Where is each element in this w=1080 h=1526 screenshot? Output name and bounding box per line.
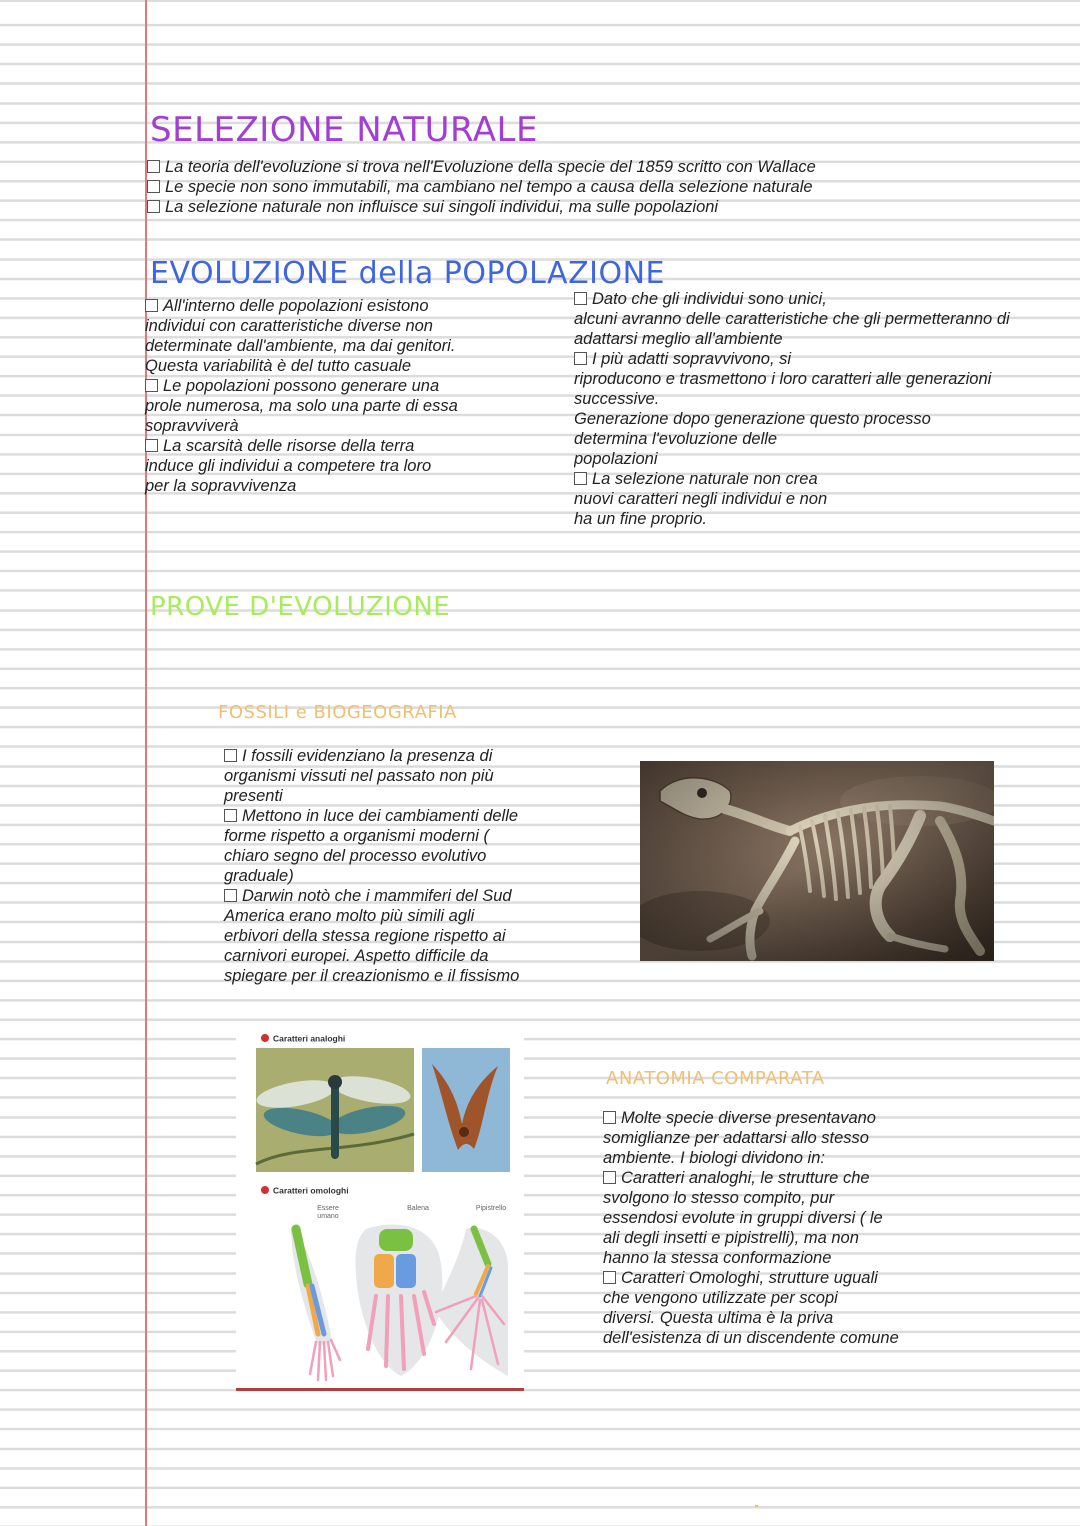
evoluzione-line: Questa variabilità è del tutto casuale (145, 357, 411, 375)
evoluzione-line: adattarsi meglio all'ambiente (574, 330, 783, 348)
anatomia-line: ali degli insetti e pipistrelli), ma non (603, 1229, 859, 1247)
evoluzione-line: successive. (574, 390, 660, 408)
evoluzione-line: ha un fine proprio. (574, 510, 708, 528)
evoluzione-line: All'interno delle popolazioni esistono (145, 296, 458, 316)
checkbox-square-icon (147, 200, 160, 213)
stray-mark (755, 1505, 758, 1507)
subtitle-fossili-biogeografia: FOSSILI e BIOGEOGRAFIA (218, 702, 457, 723)
fossili-line: America erano molto più simili agli (224, 907, 475, 925)
evoluzione-line: La scarsità delle risorse della terra (145, 436, 458, 456)
dragonfly-photo (255, 1048, 414, 1172)
anatomia-line: svolgono lo stesso compito, pur (603, 1189, 835, 1207)
fossili-line: organismi vissuti nel passato non più (224, 767, 494, 785)
bat-photo (422, 1048, 510, 1172)
anatomia-line: somiglianze per adattarsi allo stesso (603, 1129, 869, 1147)
checkbox-square-icon (145, 439, 158, 452)
evoluzione-line: riproducono e trasmettono i loro caratteri alle generazioni (574, 370, 992, 388)
label-essere: Essere (317, 1205, 339, 1212)
evoluzione-line: nuovi caratteri negli individui e non (574, 490, 828, 508)
evoluzione-left-block (145, 296, 458, 496)
figure-bullet-icon (261, 1034, 269, 1042)
checkbox-square-icon (574, 472, 587, 485)
label-pipistrello: Pipistrello (475, 1205, 507, 1212)
label-umano: umano (317, 1213, 339, 1220)
anatomia-line: che vengono utilizzate per scopi (603, 1289, 838, 1307)
fossili-line: I fossili evidenziano la presenza di (224, 746, 519, 766)
bat-wing-illustration (434, 1228, 508, 1376)
title-selezione-naturale: SELEZIONE NATURALE (150, 110, 538, 150)
fossili-line: graduale) (224, 867, 294, 885)
evoluzione-line: popolazioni (574, 450, 658, 468)
evoluzione-line: individui con caratteristiche diverse non (145, 317, 433, 335)
checkbox-square-icon (603, 1111, 616, 1124)
label-caratteri-analoghi: Caratteri analoghi (273, 1033, 346, 1044)
fossili-line: spiegare per il creazionismo e il fissismo (224, 967, 520, 985)
anatomia-line: essendosi evolute in gruppi diversi ( le (603, 1209, 883, 1227)
fossili-line: presenti (224, 787, 283, 805)
checkbox-square-icon (574, 352, 587, 365)
anatomia-line: hanno la stessa conformazione (603, 1249, 832, 1267)
selezione-text-block (147, 157, 816, 217)
anatomia-line: diversi. Questa ultima è la priva (603, 1309, 834, 1327)
fossili-line: carnivori europei. Aspetto difficile da (224, 947, 489, 965)
checkbox-square-icon (147, 160, 160, 173)
anatomia-line: Molte specie diverse presentavano (603, 1108, 899, 1128)
selezione-line: La selezione naturale non influisce sui singoli individui, ma sulle popolazioni (147, 197, 816, 217)
title-prove-evoluzione: PROVE D'EVOLUZIONE (150, 592, 451, 622)
evoluzione-line: Dato che gli individui sono unici, (574, 289, 1054, 309)
dinosaur-skeleton-photo (640, 761, 994, 961)
checkbox-square-icon (224, 749, 237, 762)
evoluzione-line: La selezione naturale non crea (574, 469, 1054, 489)
anatomia-line: ambiente. I biologi dividono in: (603, 1149, 825, 1167)
fossili-line: forme rispetto a organismi moderni ( (224, 827, 490, 845)
checkbox-square-icon (147, 180, 160, 193)
fossili-text-block (224, 746, 519, 986)
whale-flipper-illustration (355, 1225, 442, 1376)
anatomia-line: Caratteri analoghi, le strutture che (603, 1168, 899, 1188)
caratteri-figure (236, 1024, 524, 1390)
subtitle-anatomia-comparata: ANATOMIA COMPARATA (606, 1068, 825, 1089)
evoluzione-right-block (574, 289, 1054, 529)
checkbox-square-icon (603, 1171, 616, 1184)
selezione-line: Le specie non sono immutabili, ma cambiano nel tempo a causa della selezione naturale (147, 177, 816, 197)
fossili-line: Mettono in luce dei cambiamenti delle (224, 806, 519, 826)
checkbox-square-icon (603, 1271, 616, 1284)
evoluzione-line: per la sopravvivenza (145, 477, 297, 495)
evoluzione-line: sopravviverà (145, 417, 239, 435)
evoluzione-line: induce gli individui a competere tra loro (145, 457, 432, 475)
evoluzione-line: I più adatti sopravvivono, si (574, 349, 1054, 369)
figure-bullet-icon (261, 1186, 269, 1194)
anatomia-line: Caratteri Omologhi, strutture uguali (603, 1268, 899, 1288)
fossili-line: chiaro segno del processo evolutivo (224, 847, 487, 865)
evoluzione-line: Le popolazioni possono generare una (145, 376, 458, 396)
checkbox-square-icon (224, 889, 237, 902)
checkbox-square-icon (145, 299, 158, 312)
evoluzione-line: alcuni avranno delle caratteristiche che gli permetteranno di (574, 310, 1010, 328)
evoluzione-line: prole numerosa, ma solo una parte di essa (145, 397, 458, 415)
checkbox-square-icon (224, 809, 237, 822)
checkbox-square-icon (145, 379, 158, 392)
selezione-line: La teoria dell'evoluzione si trova nell'Evoluzione della specie del 1859 scritto con Wallace (147, 157, 816, 177)
label-balena: Balena (407, 1205, 429, 1212)
notebook-margin-line (145, 0, 147, 1526)
human-arm-illustration (291, 1229, 340, 1380)
anatomia-line: dell'esistenza di un discendente comune (603, 1329, 899, 1347)
evoluzione-line: determina l'evoluzione delle (574, 430, 778, 448)
figure-underline (236, 1388, 524, 1391)
checkbox-square-icon (574, 292, 587, 305)
title-evoluzione-popolazione: EVOLUZIONE della POPOLAZIONE (150, 256, 665, 291)
evoluzione-line: determinate dall'ambiente, ma dai genitori. (145, 337, 456, 355)
fossili-line: erbivori della stessa regione rispetto ai (224, 927, 506, 945)
anatomia-text-block (603, 1108, 899, 1348)
label-caratteri-omologhi: Caratteri omologhi (273, 1185, 349, 1196)
evoluzione-line: Generazione dopo generazione questo processo (574, 410, 931, 428)
fossili-line: Darwin notò che i mammiferi del Sud (224, 886, 519, 906)
